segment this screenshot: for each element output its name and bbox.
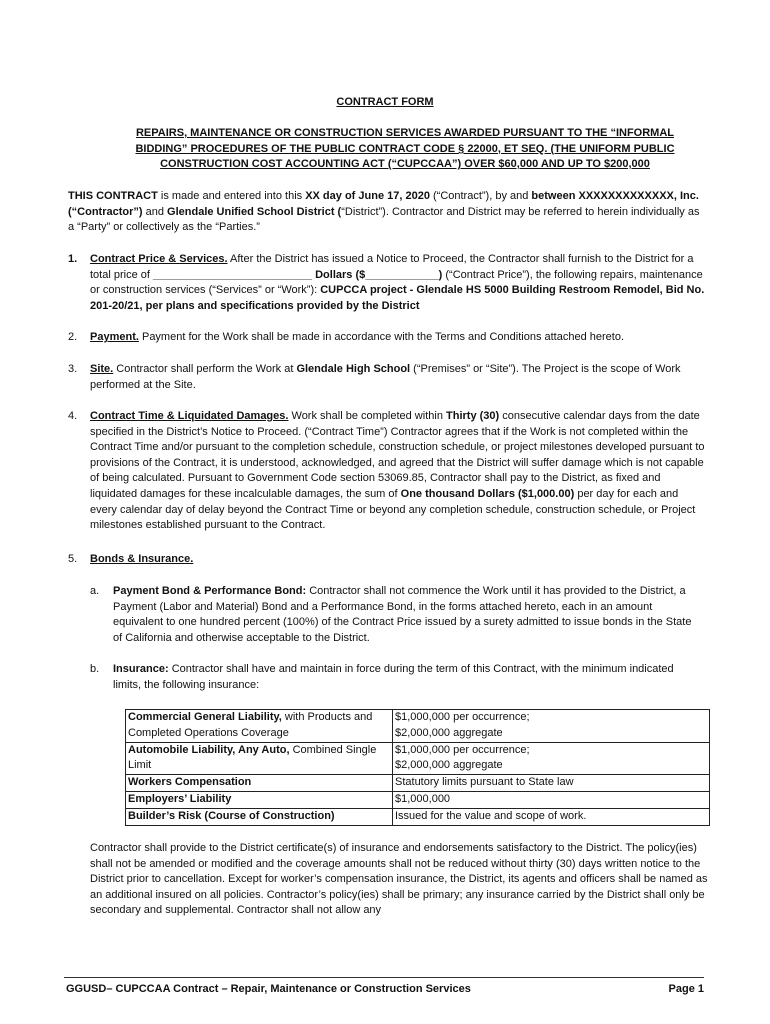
section-number: 4. — [68, 410, 78, 422]
limit-cell: Issued for the value and scope of work. — [393, 808, 710, 825]
intro-paragraph — [68, 189, 708, 236]
section-site — [68, 362, 708, 393]
section-number: 2. — [68, 331, 78, 343]
limit-cell: $1,000,000 per occurrence; $2,000,000 aggregate — [393, 710, 710, 743]
contractor-name: between XXXXXXXXXXXXX, Inc. (“Contractor”) — [68, 190, 699, 218]
completion-days: Thirty (30) — [446, 410, 500, 422]
coverage-cell: Employers’ Liability — [126, 791, 393, 808]
section-bonds-insurance — [68, 552, 708, 568]
section-payment — [68, 330, 708, 346]
coverage-cell: Workers Compensation — [126, 775, 393, 792]
intro-lead: THIS CONTRACT — [68, 190, 158, 202]
limit-cell: $1,000,000 — [393, 791, 710, 808]
contract-date: XX day of June 17, 2020 — [305, 190, 430, 202]
price-blank: __________________________ — [152, 268, 313, 281]
subsection-title: Insurance: — [113, 663, 169, 675]
section-title: Bonds & Insurance. — [90, 553, 194, 565]
insurance-table — [125, 709, 710, 826]
section-contract-price — [68, 252, 708, 314]
subsection-bonds — [90, 584, 700, 646]
section-contract-time — [68, 409, 708, 534]
section-title: Contract Price & Services. — [90, 253, 228, 265]
section-text-3: per day for each and every calendar day of delay beyond the Contract Time or beyond any completion schedule, construction schedule, or Project milestones established pursuant to the Contract. — [90, 487, 696, 532]
site-name: Glendale High School — [296, 363, 411, 375]
document-title: CONTRACT FORM — [336, 96, 434, 108]
insurance-closing-paragraph: Contractor shall provide to the District certificate(s) of insurance and endorsements satisfactory to the District. The policy(ies) shall not be amended or modified and the coverage amounts shall not be reduced without thirty (30) days written notice to the District prior to cancellation. Except for worker’s compensation insurance, the District, its agents and officers shall be named as an additional insured on all policies. Contractor’s policy(ies) shall be primary; any insurance carried by the District shall only be secondary and supplemental. Contractor shall not allow any — [90, 842, 708, 917]
section-number: 1. — [68, 253, 78, 265]
coverage-cell: Automobile Liability, Any Auto, Combined Single Limit — [126, 742, 393, 775]
intro-text-4: “District”). Contractor and District may be referred to herein individually as a “Party” or collectively as the “Parties.” — [68, 205, 700, 234]
section-number: 3. — [68, 363, 78, 375]
liquidated-damages-amount: One thousand Dollars ($1,000.00) — [400, 487, 575, 500]
district-name: Glendale Unified School District ( — [167, 205, 342, 218]
section-title: Payment. — [90, 331, 139, 343]
subsection-letter: b. — [90, 663, 100, 675]
footer-divider — [64, 977, 704, 978]
footer-document-name: GGUSD– CUPCCAA Contract – Repair, Maintenance or Construction Services — [66, 983, 471, 995]
section-text-2: consecutive calendar days from the date specified in the District’s Notice to Proceed. (“Contract Time”) Contractor agrees that if the Work is not completed within the Contract Time and/or pursuant to the completion schedule, construction schedule, or project milestones developed pursuant to provisions of the Contract, it is understood, acknowledged, and agreed that the District will suffer damage which is not capable of being calculated. Pursuant to Government Code section 53069.85, Contractor shall pay to the District, as fixed and liquidated damages for these incalculable damages, the sum of — [90, 410, 705, 500]
intro-text-2: (“Contract”), by and — [429, 190, 532, 202]
section-text: Payment for the Work shall be made in accordance with the Terms and Conditions attached hereto. — [138, 331, 625, 343]
section-title: Contract Time & Liquidated Damages. — [90, 410, 289, 422]
subsection-insurance — [90, 662, 700, 693]
section-number: 5. — [68, 553, 78, 565]
section-title: Site. — [90, 363, 114, 375]
coverage-cell: Builder’s Risk (Course of Construction) — [126, 808, 393, 825]
intro-text-1: is made and entered into this — [157, 190, 306, 202]
section-text: Contractor shall perform the Work at — [113, 363, 297, 375]
limit-cell: Statutory limits pursuant to State law — [393, 775, 710, 792]
section-text-2: (“Contract Price”), the following repairs, maintenance or construction services (“Services” or “Work”): — [90, 268, 703, 297]
table-row — [126, 775, 710, 792]
intro-text-3: and — [142, 205, 168, 218]
section-text: After the District has issued a Notice to Proceed, the Contractor shall furnish to the District for a total price of — [90, 253, 694, 281]
section-text-2: (“Premises” or “Site”). The Project is the scope of Work performed at the Site. — [90, 363, 681, 391]
table-row — [126, 791, 710, 808]
subsection-text: Contractor shall have and maintain in force during the term of this Contract, with the minimum indicated limits, the following insurance: — [113, 663, 674, 691]
price-dollars: Dollars ($____________) — [312, 268, 443, 281]
footer-page-number: Page 1 — [668, 983, 704, 995]
subsection-letter: a. — [90, 585, 100, 597]
subsection-title: Payment Bond & Performance Bond: — [113, 585, 307, 597]
table-row — [126, 808, 710, 825]
table-row — [126, 742, 710, 775]
table-row — [126, 710, 710, 743]
project-description: CUPCCA project - Glendale HS 5000 Building Restroom Remodel, Bid No. 201-20/21, per plans and specifications provided by the District — [90, 284, 705, 312]
coverage-cell: Commercial General Liability, with Products and Completed Operations Coverage — [126, 710, 393, 743]
limit-cell: $1,000,000 per occurrence; $2,000,000 aggregate — [393, 742, 710, 775]
section-text: Work shall be completed within — [288, 410, 446, 422]
document-subtitle: REPAIRS, MAINTENANCE OR CONSTRUCTION SERVICES AWARDED PURSUANT TO THE “INFORMAL BIDDING” PROCEDURES OF THE PUBLIC CONTRACT CODE § 22000, ET SEQ. (THE UNIFORM PUBLIC CONSTRUCTION COST ACCOUNTING ACT (“CUPCCAA”) OVER $60,000 AND UP TO $200,000 — [135, 127, 675, 171]
subsection-text: Contractor shall not commence the Work until it has provided to the District, a Payment (Labor and Material) Bond and a Performance Bond, in the forms attached hereto, each in an amount equivalent to one hundred percent (100%) of the Contract Price issued by a surety admitted to issue bonds in the State of California and otherwise acceptable to the District. — [113, 585, 692, 644]
